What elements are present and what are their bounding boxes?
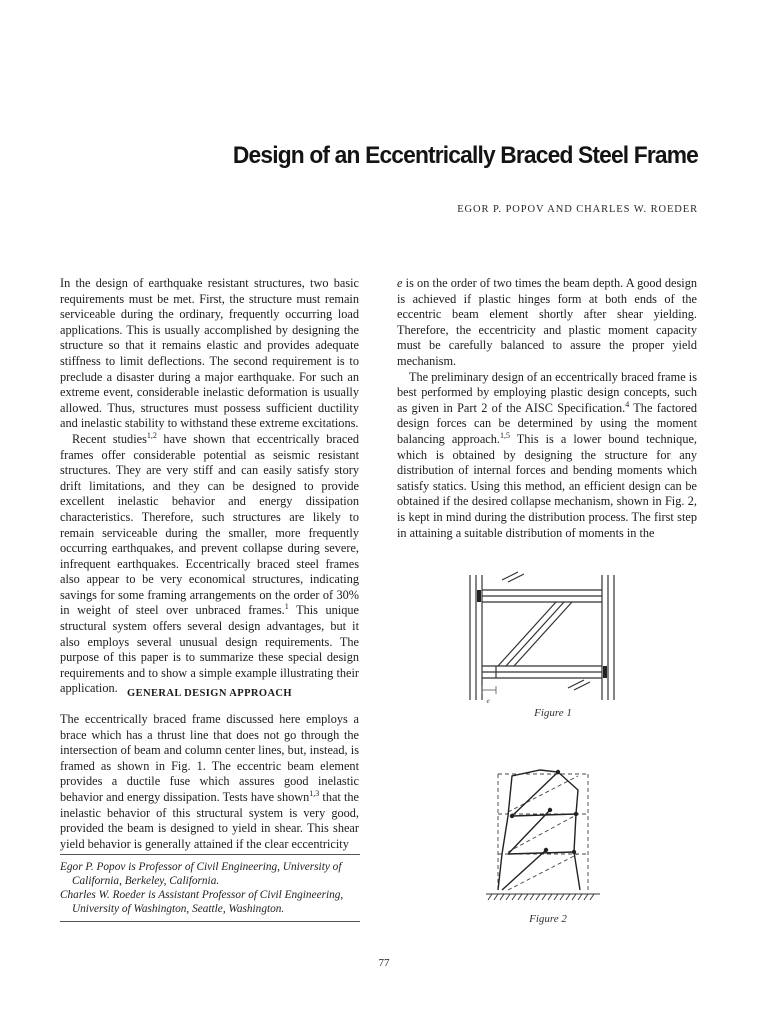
paragraph: The preliminary design of an eccentrically braced frame is best performed by employing plastic design concepts, such as given in Part 2 of the AISC Specification.$^4$ The factored design forces can be determined by using the moment balancing approach.$^{1,5}$ This is a lower bound technique, which is obtained by designing the structure for any distribution of internal forces and bending moments which satisfy statics. Using this method, an efficient design can be obtained if the desired collapse mechanism, shown in Fig. 2, is kept in mind during the distribution process. The first step in attaining a suitable distribution of moments in the — [397, 369, 697, 540]
footnote: Egor P. Popov is Professor of Civil Engineering, University of California, Berkeley, California. Charles W. Roeder is Assistant Professor of Civil Engineering, University of Washington, Seattle, Washington. — [60, 861, 344, 915]
left-column — [60, 276, 359, 697]
footnote-rule-top — [60, 854, 360, 855]
authors: EGOR P. POPOV AND CHARLES W. ROEDER — [457, 204, 698, 215]
paragraph: e is on the order of two times the beam depth. A good design is achieved if plastic hinges form at both ends of the eccentric beam element shortly after shear yielding. Therefore, the eccentricity and plastic moment capacity must be carefully balanced to assure the proper yield mechanism. — [397, 276, 697, 368]
figure-2-drawing — [478, 762, 608, 902]
paragraph: The eccentrically braced frame discussed here employs a brace which has a thrust line that does not go through the intersection of beam and column center lines, but, instead, is framed as shown in Fig. 1. The eccentric beam element provides a ductile fuse which assures good inelastic behavior and energy dissipation. Tests have shown$^{1,3}$ that the inelastic behavior of this structural system is very good, provided the beam is designed to yield in shear. This shear yield behavior is generally attained if the clear eccentricity — [60, 712, 359, 851]
paragraph: In the design of earthquake resistant structures, two basic requirements must be met. First, the structure must remain serviceable during the ordinary, frequently occurring load applications. This is usually accomplished by designing the structure so that it remains elastic and provides adequate stiffness to limit deflections. The second requirement is to preclude a disaster during a major earthquake. For such an extreme event, considerable inelastic deformation is usually allowed. Thus, structures must possess sufficient ductility and inelastic stability to withstand these extreme excitations. — [60, 276, 359, 431]
figure-2-caption: Figure 2 — [529, 913, 567, 925]
eccentricity-label: e — [486, 697, 490, 705]
page-title: Design of an Eccentrically Braced Steel Frame — [232, 142, 699, 169]
left-column-continued — [60, 712, 359, 852]
right-column — [397, 276, 697, 541]
figure-1-drawing — [460, 570, 640, 710]
paragraph: Recent studies$^{1,2}$ have shown that eccentrically braced frames offer considerable potential as seismic resistant structures. They are very stiff and can easily satisfy story drift limitations, and they can be designed to provide excellent inelastic behavior and energy dissipation characteristics. Therefore, such structures are likely to remain serviceable during the smaller, more frequently occurring earthquakes, and prevent collapse during severe, infrequent earthquakes. Eccentrically braced steel frames also appear to be very economical structures, indicating savings for some framing arrangements on the order of 30% in weight of steel over unbraced frames.$^1$ This unique structural system offers several design advantages, but it also employs several unusual design requirements. The purpose of this paper is to summarize these special design requirements and to show a simple example illustrating their application. — [60, 430, 359, 696]
page-number: 77 — [378, 957, 390, 969]
section-heading: GENERAL DESIGN APPROACH — [127, 688, 292, 699]
figure-1-caption: Figure 1 — [534, 707, 572, 719]
footnote-rule-bottom — [60, 921, 360, 922]
